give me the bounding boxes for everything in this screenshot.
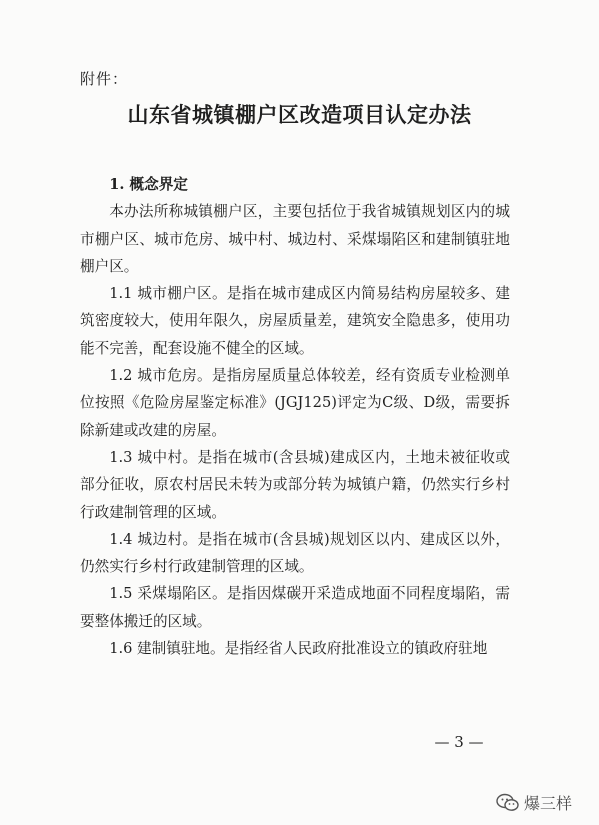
watermark-text: 爆三样 — [524, 794, 573, 813]
paragraph: 1.2 城市危房。是指房屋质量总体较差，经有资质专业检测单位按照《危险房屋鉴定标准》(JGJ125)评定为C级、D级，需要拆除新建或改建的房屋。 — [80, 367, 510, 439]
paragraph: 1.1 城市棚户区。是指在城市建成区内简易结构房屋较多、建筑密度较大，使用年限久，房屋质量差，建筑安全隐患多，使用功能不完善，配套设施不健全的区域。 — [80, 285, 510, 357]
wechat-icon — [496, 793, 520, 813]
section-heading: 1. 概念界定 — [109, 176, 188, 193]
page-number: — 3 — — [434, 733, 484, 751]
document-body — [80, 171, 510, 662]
paragraph: 本办法所称城镇棚户区，主要包括位于我省城镇规划区内的城市棚户区、城市危房、城中村、城边村、采煤塌陷区和建制镇驻地棚户区。 — [80, 203, 510, 275]
attachment-label: 附件： — [80, 70, 129, 88]
paragraph: 1.3 城中村。是指在城市(含县城)建成区内，土地未被征收或部分征收，原农村居民未转为或部分转为城镇户籍，仍然实行乡村行政建制管理的区域。 — [80, 448, 510, 521]
paragraph: 1.6 建制镇驻地。是指经省人民政府批准设立的镇政府驻地 — [109, 640, 488, 658]
paragraph: 1.5 采煤塌陷区。是指因煤碳开采造成地面不同程度塌陷，需要整体搬迁的区域。 — [80, 585, 510, 630]
document-title: 山东省城镇棚户区改造项目认定办法 — [127, 102, 472, 127]
paragraph: 1.4 城边村。是指在城市(含县城)规划区以内、建成区以外，仍然实行乡村行政建制管理的区域。 — [80, 530, 510, 576]
watermark — [496, 791, 572, 814]
